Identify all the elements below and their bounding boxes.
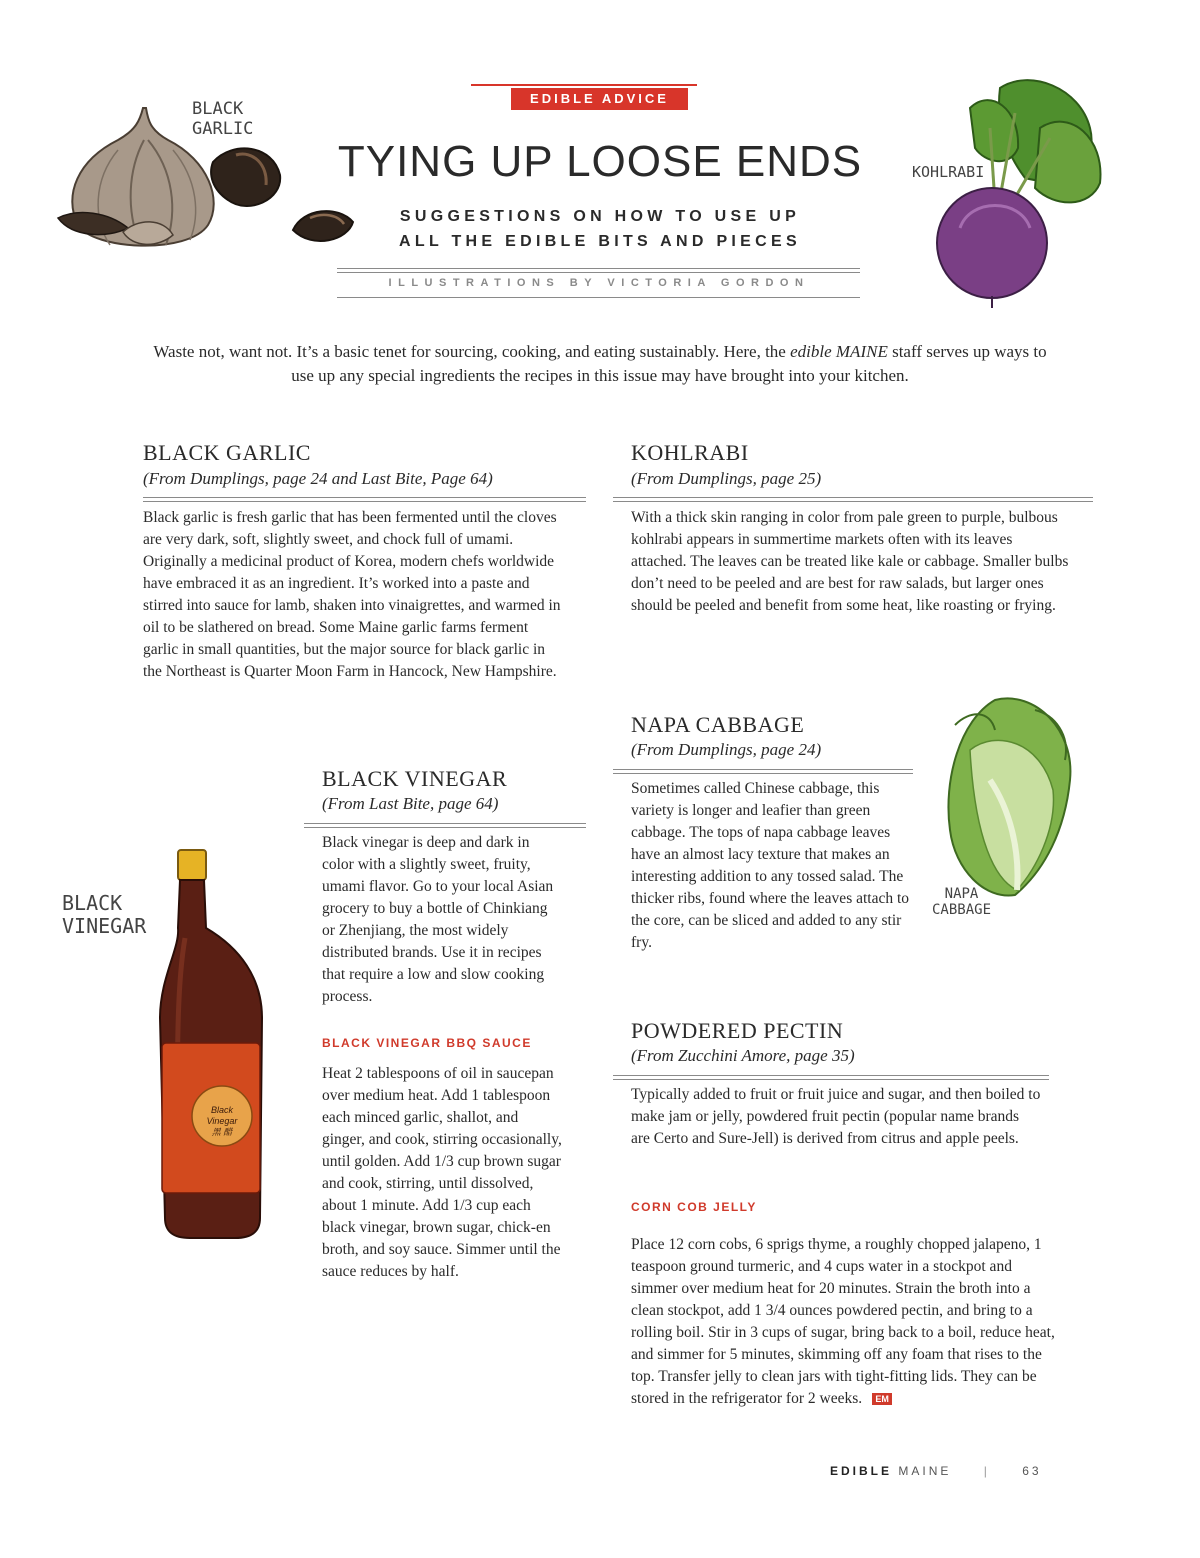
- napa-cabbage-label: [932, 886, 991, 918]
- black-vinegar-recipe-title: BLACK VINEGAR BBQ SAUCE: [322, 1036, 532, 1050]
- corn-cob-jelly-recipe-body: [631, 1234, 1057, 1410]
- black-vinegar-bottle-illustration: [150, 848, 290, 1248]
- black-garlic-label-line-1: BLACK: [192, 99, 244, 119]
- intro-text-start: Waste not, want not. It’s a basic tenet for sourcing, cooking, and eating sustainably. Here, the: [153, 342, 791, 361]
- subtitle-line-1: SUGGESTIONS ON HOW TO USE UP: [399, 208, 801, 225]
- kohlrabi-rule: [613, 497, 1093, 502]
- intro-paragraph: [140, 340, 1060, 388]
- bottle-label-text: [200, 1105, 244, 1138]
- subtitle-line-2: ALL THE EDIBLE BITS AND PIECES: [399, 233, 801, 250]
- black-vinegar-label-line-1: BLACK: [62, 891, 123, 915]
- footer-brand-light: MAINE: [898, 1464, 952, 1478]
- kicker-rule: [471, 84, 697, 86]
- powdered-pectin-source: (From Zucchini Amore, page 35): [631, 1046, 855, 1065]
- black-vinegar-body: Black vinegar is deep and dark in color with a slightly sweet, fruity, umami flavor. Go to your local Asian grocery to buy a bottle of Chinkiang or Zhenjiang, the most widely distributed brands. Use it in recipes that require a low and slow cooking process.: [322, 834, 554, 1005]
- footer-brand-bold: EDIBLE: [830, 1464, 893, 1478]
- black-garlic-label-line-2: GARLIC: [192, 118, 254, 139]
- black-garlic-source: (From Dumplings, page 24 and Last Bite, Page 64): [143, 469, 493, 488]
- black-garlic-illustration: [48, 100, 368, 270]
- napa-cabbage-label-line-1: NAPA: [944, 886, 979, 902]
- footer-separator: |: [983, 1464, 990, 1478]
- kohlrabi-illustration: [930, 68, 1110, 318]
- napa-cabbage-body: Sometimes called Chinese cabbage, this variety is longer and leafier than green cabbage. The tops of napa cabbage leaves have an almost lacy texture that makes an interesting addition to any tossed salad. The thicker ribs, found where the leaves attach to the core, can be sliced and added to any stir fry.: [631, 780, 910, 951]
- powdered-pectin-heading: POWDERED PECTIN: [631, 1018, 844, 1043]
- bottle-label-line-1: Black Vinegar: [206, 1105, 238, 1126]
- powdered-pectin-rule: [613, 1075, 1049, 1080]
- napa-cabbage-illustration: [935, 690, 1085, 910]
- credit-rule-top: [337, 268, 860, 273]
- black-garlic-rule: [143, 497, 586, 502]
- kohlrabi-label: KOHLRABI: [912, 163, 985, 181]
- page-title: TYING UP LOOSE ENDS: [337, 137, 863, 186]
- credit-rule-bottom: [337, 297, 860, 298]
- intro-publication-name: edible MAINE: [790, 342, 888, 361]
- kohlrabi-body: With a thick skin ranging in color from pale green to purple, bulbous kohlrabi appears in summertime markets often with its leaves attached. The leaves can be treated like kale or cabbage. Smaller bulbs don’t need to be peeled and are best for raw salads, but larger ones should be peeled and benefit from some heat, like roasting or frying.: [631, 509, 1069, 614]
- napa-cabbage-heading: NAPA CABBAGE: [631, 712, 805, 737]
- black-vinegar-heading: BLACK VINEGAR: [322, 766, 508, 791]
- black-garlic-body: Black garlic is fresh garlic that has been fermented until the cloves are very dark, soft, slightly sweet, and chock full of umami. Originally a medicinal product of Korea, modern chefs worldwide have embraced it as an ingredient. It’s worked into a paste and stirred into sauce for lamb, shaken into vinaigrettes, and warmed in oil to be slathered on bread. Some Maine garlic farms ferment garlic in small quantities, but the major source for black garlic in the Northeast is Quarter Moon Farm in Hancock, New Hampshire.: [143, 509, 561, 680]
- page-footer: [830, 1464, 1080, 1478]
- black-vinegar-label-line-2: VINEGAR: [62, 914, 147, 938]
- black-vinegar-recipe-body: Heat 2 tablespoons of oil in saucepan over medium heat. Add 1 tablespoon each minced garlic, shallot, and ginger, and cook, stirring occasionally, until golden. Add 1/3 cup brown sugar and cook, stirring, until dissolved, about 1 minute. Add 1/3 cup each black vinegar, brown sugar, chick-en broth, and soy sauce. Simmer until the sauce reduces by half.: [322, 1065, 562, 1280]
- corn-cob-jelly-recipe-title: CORN COB JELLY: [631, 1200, 757, 1214]
- page-number: 63: [1022, 1464, 1042, 1478]
- corn-cob-jelly-recipe-text: Place 12 corn cobs, 6 sprigs thyme, a roughly chopped jalapeno, 1 teaspoon ground turmeric, and 4 cups water in a stockpot and simmer over medium heat for 20 minutes. Strain the broth into a clean stockpot, add 1 3/4 ounces powdered pectin, and bring to a rolling boil. Stir in 3 cups of sugar, bring back to a boil, reduce heat, and simmer for 5 minutes, skimming off any foam that rises to the top. Transfer jelly to clean jars with tight-fitting lids. They can be stored in the refrigerator for 2 weeks.: [631, 1236, 1055, 1407]
- page-subtitle: [340, 204, 860, 254]
- intro-text-end: staff serves up ways to use up any special ingredients the recipes in this issue may have brought into your kitchen.: [291, 342, 1047, 385]
- napa-cabbage-label-line-2: CABBAGE: [932, 902, 992, 919]
- powdered-pectin-body: Typically added to fruit or fruit juice and sugar, and then boiled to make jam or jelly, powdered fruit pectin (popular name brands are Certo and Sure-Jell) is derived from citrus and apple peels.: [631, 1086, 1041, 1147]
- black-vinegar-label: [62, 892, 146, 938]
- edible-maine-end-mark-icon: EM: [872, 1393, 892, 1405]
- napa-cabbage-rule: [613, 769, 913, 774]
- kohlrabi-heading: KOHLRABI: [631, 440, 749, 465]
- kohlrabi-source: (From Dumplings, page 25): [631, 469, 822, 488]
- black-vinegar-source: (From Last Bite, page 64): [322, 794, 499, 813]
- bottle-label-line-2: 黑 醋: [211, 1127, 233, 1137]
- black-vinegar-rule: [304, 823, 586, 828]
- illustration-credit: ILLUSTRATIONS BY VICTORIA GORDON: [388, 277, 810, 289]
- napa-cabbage-source: (From Dumplings, page 24): [631, 740, 822, 759]
- black-garlic-heading: BLACK GARLIC: [143, 440, 311, 465]
- section-kicker: EDIBLE ADVICE: [511, 88, 688, 110]
